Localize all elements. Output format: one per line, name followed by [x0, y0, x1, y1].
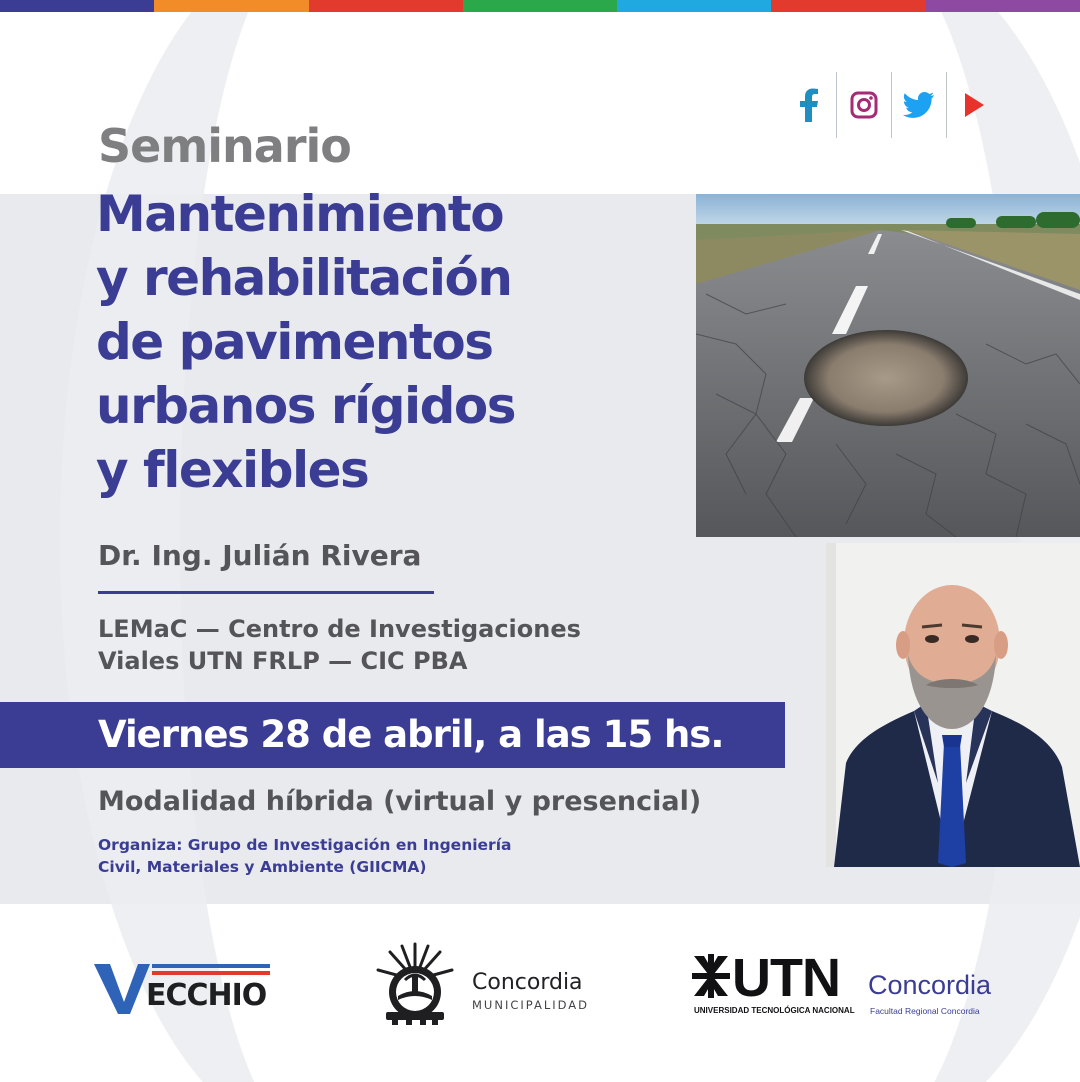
speaker-name: Dr. Ing. Julián Rivera: [98, 539, 422, 572]
speaker-portrait-photo: [826, 543, 1080, 867]
vecchio-logo: [94, 960, 270, 1016]
twitter-icon[interactable]: [892, 72, 947, 138]
strip-segment: [309, 0, 463, 12]
utn-logo-mark: UTN: [732, 948, 840, 1008]
event-organizer: [98, 834, 511, 878]
social-links: [782, 72, 1001, 138]
institution-line: Viales UTN FRLP — CIC PBA: [98, 647, 468, 675]
concordia-municipalidad-logo: [372, 940, 602, 1026]
utn-emblem-icon: [692, 954, 730, 998]
facebook-icon[interactable]: [782, 72, 837, 138]
background-arc-right: [600, 0, 1080, 1082]
road-pothole-photo: [696, 194, 1080, 537]
strip-segment: [771, 0, 925, 12]
title-line: y flexibles: [96, 441, 369, 499]
concordia-logo-sub: MUNICIPALIDAD: [472, 998, 589, 1012]
youtube-play-icon[interactable]: [947, 72, 1001, 138]
title-line: urbanos rígidos: [96, 377, 516, 435]
title-line: Mantenimiento: [96, 185, 504, 243]
concordia-seal-icon: [372, 940, 458, 1026]
strip-segment: [463, 0, 617, 12]
event-modality: Modalidad híbrida (virtual y presencial): [98, 786, 702, 817]
instagram-icon[interactable]: [837, 72, 892, 138]
kicker-title: Seminario: [98, 119, 351, 173]
organizer-line: Civil, Materiales y Ambiente (GIICMA): [98, 858, 427, 876]
utn-concordia-logo: [692, 950, 1002, 1020]
title-line: y rehabilitación: [96, 249, 512, 307]
utn-logo-faculty: Facultad Regional Concordia: [870, 1006, 980, 1016]
strip-segment: [926, 0, 1080, 12]
strip-segment: [617, 0, 771, 12]
speaker-institution: [98, 613, 581, 677]
event-date: Viernes 28 de abril, a las 15 hs.: [98, 713, 724, 756]
divider-line: [98, 591, 434, 594]
organizer-line: Organiza: Grupo de Investigación en Ingeniería: [98, 836, 512, 854]
top-color-strip: [0, 0, 1080, 12]
strip-segment: [0, 0, 154, 12]
utn-logo-university: UNIVERSIDAD TECNOLÓGICA NACIONAL: [694, 1006, 855, 1015]
institution-line: LEMaC — Centro de Investigaciones: [98, 615, 581, 643]
vecchio-logo-text: ECCHIO: [146, 978, 267, 1013]
title-line: de pavimentos: [96, 313, 493, 371]
page-title: [96, 182, 686, 502]
concordia-logo-name: Concordia: [472, 970, 583, 995]
strip-segment: [154, 0, 308, 12]
utn-logo-city: Concordia: [868, 970, 992, 1000]
